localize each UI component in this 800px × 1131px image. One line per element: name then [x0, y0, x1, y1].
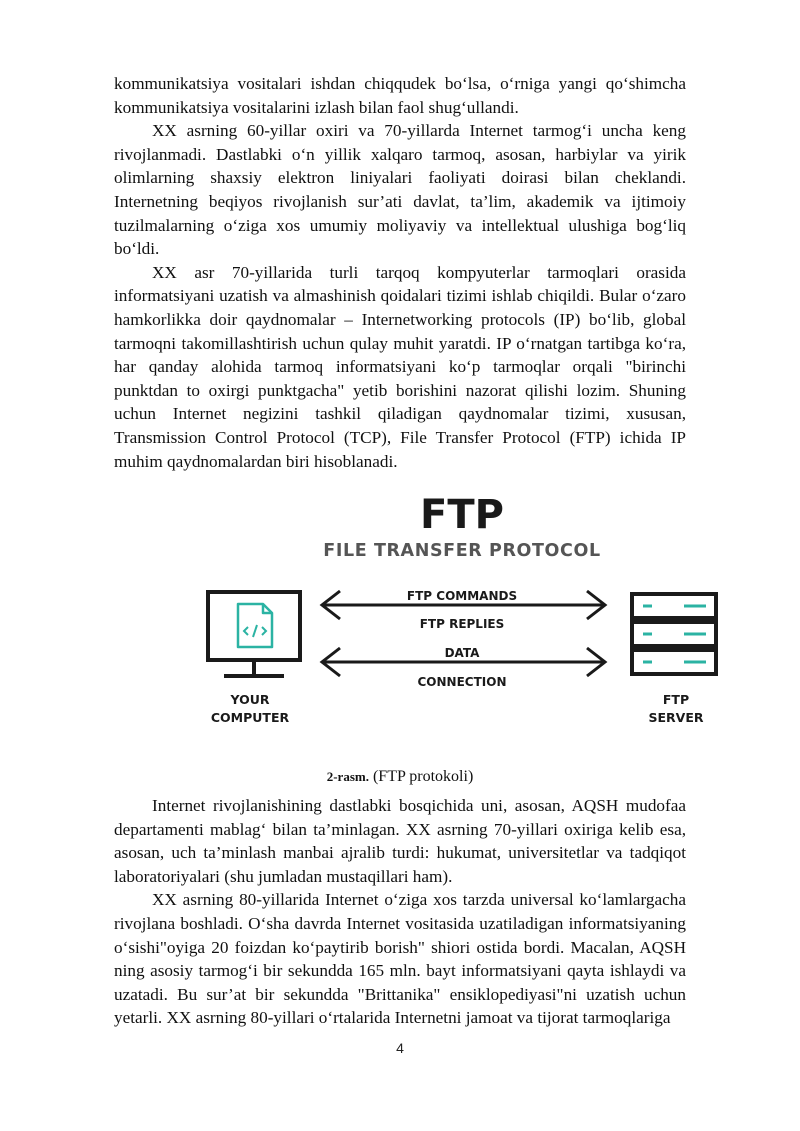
computer-label-line2: COMPUTER [210, 710, 290, 725]
paragraph: XX asr 70-yillarida turli tarqoq kompyuterlar tarmoqlari orasida informatsiyani uzatish va almashinish qoidalari tizimi ishlab chiqildi. Bular o‘zaro hamkorlikka doir qaydnomalar – Internetworking protocols (IP) bo‘lib, global tarmoqni takomillashtirish uchun qulay muhit yaratdi. IP o‘rnatgan tartibga ko‘ra, har qanday alohida tarmoq informatsiyani ko‘p tarmoqlar orqali "birinchi punktdan to oxirgi punktgacha" yetib borishini nazorat qilishi lozim. Shuning uchun Internet negizini tashkil qiladigan qaydnomalar tizimi, xususan, Transmission Control Protocol (TCP), File Transfer Protocol (FTP) ichida IP muhim qaydnomalardan biri hisoblanadi. [114, 262, 686, 471]
page-number: 4 [396, 1040, 404, 1056]
server-label-line1: FTP [662, 692, 690, 707]
figure-caption [0, 768, 800, 786]
ftp-diagram-svg [200, 490, 720, 740]
connection-label: CONNECTION [417, 675, 507, 689]
caption-text: (FTP protokoli) [372, 768, 474, 785]
server-icon [632, 594, 716, 674]
code-file-icon [238, 604, 272, 647]
paragraph: Internet rivojlanishining dastlabki bosqichida uni, asosan, AQSH mudofaa departamenti mablag‘ bilan ta’minlagan. XX asrning 70-yillari oxiriga kelib esa, asosan, uch ta’minlash manbai ajralib turdi: hukumat, universitetlar va tadqiqot laboratoriyalari (shu jumladan mustaqillari ham). [114, 796, 686, 886]
server-label-line2: SERVER [648, 710, 704, 725]
text-block-bottom [114, 794, 686, 1030]
figure-title: FTP [420, 492, 504, 538]
figure-subtitle: FILE TRANSFER PROTOCOL [323, 541, 601, 561]
computer-label-line1: YOUR [230, 692, 270, 707]
computer-icon [208, 592, 300, 676]
ftp-commands-label: FTP COMMANDS [406, 589, 518, 603]
text-block-top [114, 72, 686, 473]
paragraph: XX asrning 80-yillarida Internet o‘ziga xos tarzda universal ko‘lamlargacha rivojlana boshladi. O‘sha davrda Internet vositasida uzatiladigan informatsiyaning o‘sishi"oyiga 20 foizdan ko‘paytirib borish" shiori ostida bordi. Macalan, AQSH ning asosiy tarmog‘i bir sekundda 165 mln. bayt informatsiyani qayta ishlaydi va uzatadi. Bu sur’at bir sekundda "Brittanika" ensiklopediyasi"ni uzatish uchun yetarli. XX asrning 80-yillari o‘rtalarida Internetni jamoat va tijorat tarmoqlariga [114, 890, 686, 1028]
caption-label: 2-rasm. [326, 769, 369, 784]
ftp-replies-label: FTP REPLIES [419, 617, 505, 631]
data-label: DATA [444, 646, 480, 660]
paragraph: XX asrning 60-yillar oxiri va 70-yillarda Internet tarmog‘i uncha keng rivojlanmadi. Dastlabki o‘n yillik xalqaro tarmoq, asosan, harbiylar va yirik olimlarning shaxsiy elektron liniyalari faoliyati doirasi bilan cheklandi. Internetning beqiyos rivojlanish sur’ati davlat, ta’lim, akademik va ijtimoiy tuzilmalarning o‘ziga xos umumiy moliyaviy va intellektual ulushiga bog‘liq bo‘ldi. [114, 121, 686, 259]
paragraph: kommunikatsiya vositalari ishdan chiqqudek bo‘lsa, o‘rniga yangi qo‘shimcha kommunikatsiya vositalarini izlash bilan faol shug‘ullandi. [114, 74, 686, 117]
ftp-diagram [200, 490, 720, 740]
